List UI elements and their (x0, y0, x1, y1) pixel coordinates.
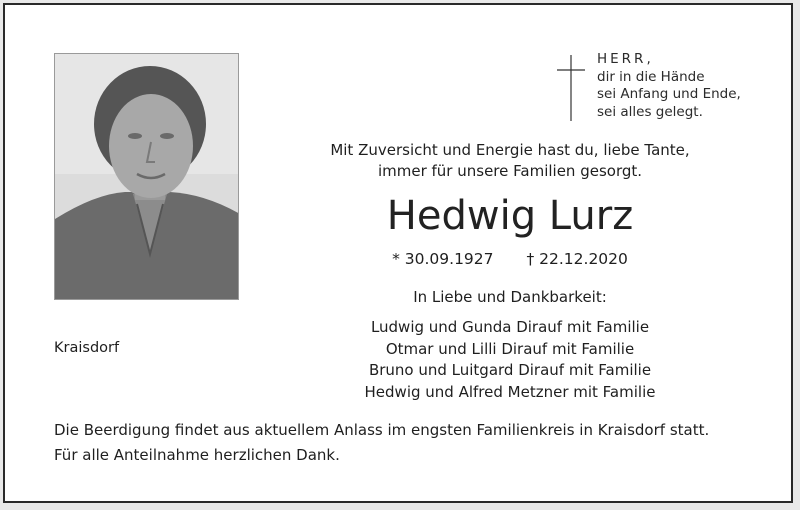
birth-date: * 30.09.1927 (392, 250, 494, 268)
verse-line: sei alles gelegt. (597, 103, 703, 120)
funeral-notice-footer (54, 418, 709, 468)
bible-verse (597, 51, 741, 121)
verse-line: HERR, (597, 51, 654, 67)
portrait-photo (54, 53, 239, 300)
verse-line: dir in die Hände (597, 68, 705, 85)
death-date: † 22.12.2020 (526, 250, 628, 268)
cross-icon (557, 55, 585, 121)
gratitude-line: In Liebe und Dankbarkeit: (413, 288, 607, 306)
verse-line: sei Anfang und Ende, (597, 86, 741, 102)
mourner-entry: Otmar und Lilli Dirauf mit Familie (385, 339, 635, 358)
intro-line: Mit Zuversicht und Energie hast du, liebe Tante, (330, 141, 690, 159)
footer-line: Die Beerdigung findet aus aktuellem Anlass im engsten Familienkreis in Kraisdorf statt. (54, 421, 710, 439)
deceased-name: Hedwig Lurz (386, 193, 634, 239)
mourners-list (273, 317, 747, 403)
footer-line: Für alle Anteilnahme herzlichen Dank. (54, 446, 340, 464)
life-dates (273, 249, 747, 269)
mourner-entry: Bruno und Luitgard Dirauf mit Familie (368, 361, 652, 379)
place-name: Kraisdorf (54, 340, 120, 356)
obituary-notice (3, 3, 793, 503)
mourner-entry: Ludwig und Gunda Dirauf mit Familie (370, 318, 650, 336)
mourner-entry: Hedwig und Alfred Metzner mit Familie (364, 382, 656, 401)
intro-line: immer für unsere Familien gesorgt. (377, 162, 643, 180)
intro-text (273, 140, 747, 182)
